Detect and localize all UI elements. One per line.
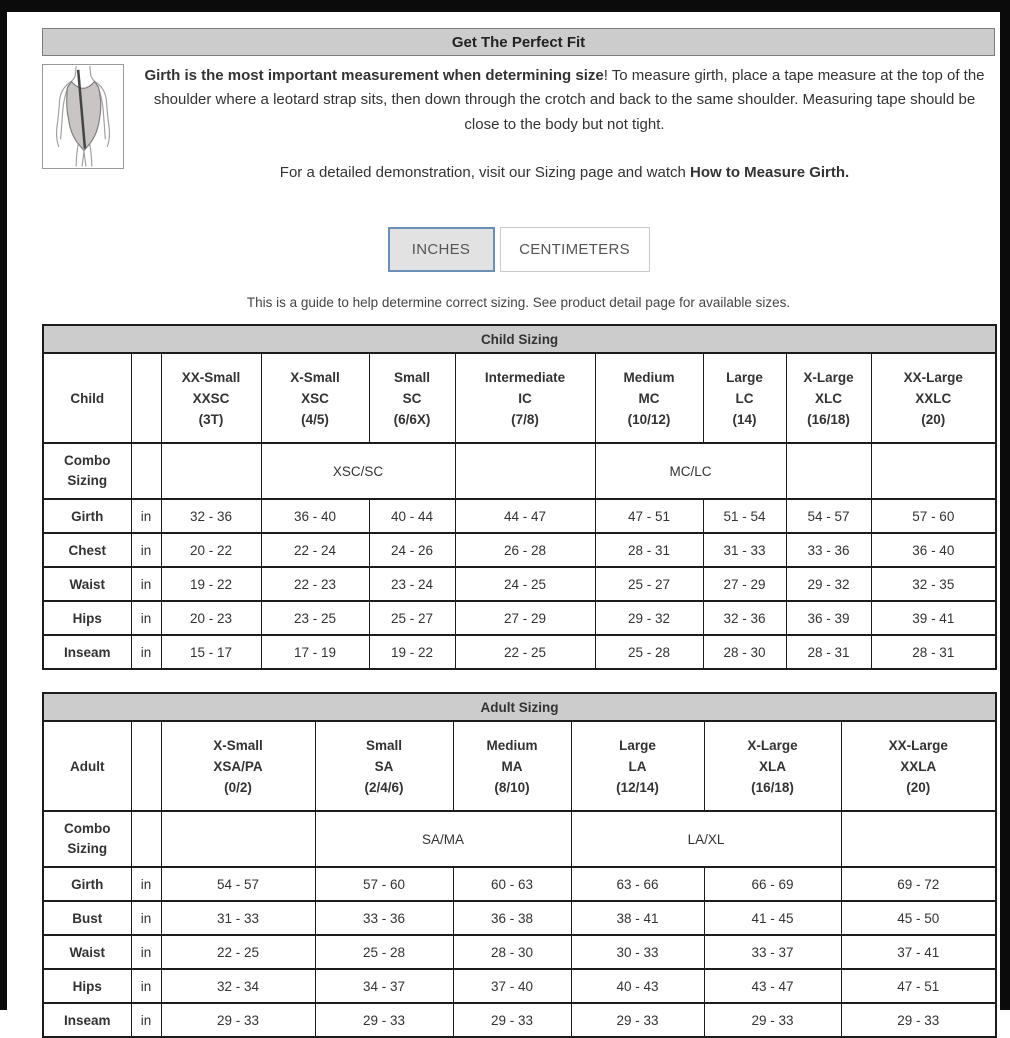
adult-sizing-table	[42, 692, 997, 1038]
size-name: X-Small	[213, 737, 263, 753]
size-code: XXLC	[915, 390, 952, 406]
inches-button[interactable]: INCHES	[388, 227, 495, 272]
child-size-header	[161, 353, 261, 443]
value-cell: 26 - 28	[455, 533, 595, 567]
girth-instructions-bold: Girth is the most important measurement when determining size	[144, 67, 604, 84]
value-cell: 15 - 17	[161, 635, 261, 669]
value-cell: 32 - 34	[161, 969, 315, 1003]
girth-measurement-diagram	[42, 64, 124, 169]
size-code: SA	[374, 758, 394, 774]
child-combo-cell	[871, 443, 996, 499]
girth-intro-section	[42, 64, 995, 185]
size-code: XLC	[815, 390, 842, 406]
adult-combo-cell	[841, 811, 996, 867]
child-size-header	[871, 353, 996, 443]
adult-size-header	[841, 721, 996, 811]
unit-cell: in	[131, 935, 161, 969]
value-cell: 40 - 43	[571, 969, 704, 1003]
value-cell: 25 - 27	[369, 601, 455, 635]
child-row-label: Waist	[43, 567, 131, 601]
size-range: (3T)	[198, 411, 224, 427]
value-cell: 54 - 57	[161, 867, 315, 901]
value-cell: 29 - 33	[704, 1003, 841, 1037]
size-range: (2/4/6)	[364, 779, 404, 795]
size-name: Intermediate	[484, 369, 566, 385]
screenshot-left-border	[0, 0, 7, 1010]
adult-combo-unit-cell	[131, 811, 161, 867]
size-range: (12/14)	[616, 779, 659, 795]
size-name: XX-Large	[903, 369, 963, 385]
value-cell: 41 - 45	[704, 901, 841, 935]
value-cell: 29 - 33	[161, 1003, 315, 1037]
value-cell: 57 - 60	[315, 867, 453, 901]
value-cell: 31 - 33	[161, 901, 315, 935]
adult-size-header	[453, 721, 571, 811]
size-range: (16/18)	[751, 779, 794, 795]
value-cell: 30 - 33	[571, 935, 704, 969]
value-cell: 29 - 33	[841, 1003, 996, 1037]
value-cell: 37 - 40	[453, 969, 571, 1003]
value-cell: 23 - 24	[369, 567, 455, 601]
adult-combo-cell: LA/XL	[571, 811, 841, 867]
adult-size-header	[571, 721, 704, 811]
value-cell: 69 - 72	[841, 867, 996, 901]
value-cell: 17 - 19	[261, 635, 369, 669]
adult-size-header	[161, 721, 315, 811]
size-range: (20)	[921, 411, 946, 427]
value-cell: 66 - 69	[704, 867, 841, 901]
value-cell: 25 - 28	[595, 635, 703, 669]
value-cell: 54 - 57	[786, 499, 871, 533]
value-cell: 28 - 30	[453, 935, 571, 969]
sizing-tables	[42, 324, 995, 1038]
size-name: Large	[726, 369, 763, 385]
adult-combo-cell: SA/MA	[315, 811, 571, 867]
size-code: MC	[638, 390, 660, 406]
value-cell: 20 - 22	[161, 533, 261, 567]
size-range: (8/10)	[494, 779, 530, 795]
size-range: (0/2)	[224, 779, 252, 795]
value-cell: 45 - 50	[841, 901, 996, 935]
child-combo-cell	[786, 443, 871, 499]
size-name: X-Large	[803, 369, 854, 385]
screenshot-top-border	[0, 0, 1010, 12]
value-cell: 24 - 26	[369, 533, 455, 567]
guide-note: This is a guide to help determine correct sizing. See product detail page for available sizes.	[246, 295, 791, 311]
value-cell: 22 - 25	[455, 635, 595, 669]
child-combo-cell	[455, 443, 595, 499]
adult-table-title: Adult Sizing	[43, 693, 996, 721]
value-cell: 51 - 54	[703, 499, 786, 533]
value-cell: 22 - 24	[261, 533, 369, 567]
size-name: Large	[619, 737, 656, 753]
size-name: XX-Large	[888, 737, 948, 753]
adult-size-header	[704, 721, 841, 811]
adult-row-label: Girth	[43, 867, 131, 901]
size-name: Medium	[623, 369, 675, 385]
value-cell: 29 - 33	[315, 1003, 453, 1037]
child-size-header	[261, 353, 369, 443]
girth-instructions	[136, 64, 993, 137]
child-size-header	[703, 353, 786, 443]
child-sizing-table	[42, 324, 997, 670]
size-range: (7/8)	[511, 411, 539, 427]
adult-size-header	[315, 721, 453, 811]
value-cell: 28 - 31	[786, 635, 871, 669]
child-sizing-table-container	[42, 324, 995, 670]
value-cell: 63 - 66	[571, 867, 704, 901]
value-cell: 29 - 33	[453, 1003, 571, 1037]
value-cell: 28 - 30	[703, 635, 786, 669]
unit-cell: in	[131, 901, 161, 935]
value-cell: 47 - 51	[595, 499, 703, 533]
adult-row-label: Inseam	[43, 1003, 131, 1037]
size-range: (14)	[732, 411, 757, 427]
size-range: (4/5)	[301, 411, 329, 427]
girth-instructions-rest: ! To measure girth, place a tape measure at the top of the shoulder where a leotard strap sits, then down through the crotch and back to the same shoulder. Measuring tape should be close to the body but not tight.	[153, 67, 985, 133]
value-cell: 57 - 60	[871, 499, 996, 533]
size-code: XSC	[301, 390, 329, 406]
child-row-label: Inseam	[43, 635, 131, 669]
value-cell: 31 - 33	[703, 533, 786, 567]
child-unit-header-cell	[131, 353, 161, 443]
child-row-label: Hips	[43, 601, 131, 635]
value-cell: 44 - 47	[455, 499, 595, 533]
size-code: SC	[402, 390, 422, 406]
child-row-label: Girth	[43, 499, 131, 533]
leotard-figure-icon	[44, 66, 122, 167]
value-cell: 20 - 23	[161, 601, 261, 635]
size-code: XSA/PA	[213, 758, 263, 774]
unit-cell: in	[131, 601, 161, 635]
unit-cell: in	[131, 867, 161, 901]
unit-cell: in	[131, 1003, 161, 1037]
value-cell: 19 - 22	[161, 567, 261, 601]
value-cell: 29 - 32	[595, 601, 703, 635]
value-cell: 34 - 37	[315, 969, 453, 1003]
page-title: Get The Perfect Fit	[451, 33, 586, 51]
child-size-header	[786, 353, 871, 443]
unit-cell: in	[131, 533, 161, 567]
adult-row-label: Hips	[43, 969, 131, 1003]
child-row-label: Chest	[43, 533, 131, 567]
value-cell: 32 - 35	[871, 567, 996, 601]
child-corner-label: Child	[43, 353, 131, 443]
adult-sizing-table-container	[42, 692, 995, 1038]
sizing-guide-page	[42, 28, 995, 1038]
value-cell: 32 - 36	[703, 601, 786, 635]
value-cell: 22 - 25	[161, 935, 315, 969]
value-cell: 33 - 36	[786, 533, 871, 567]
adult-combo-cell	[161, 811, 315, 867]
unit-cell: in	[131, 499, 161, 533]
value-cell: 36 - 40	[871, 533, 996, 567]
value-cell: 38 - 41	[571, 901, 704, 935]
value-cell: 33 - 37	[704, 935, 841, 969]
value-cell: 22 - 23	[261, 567, 369, 601]
size-name: XX-Small	[181, 369, 241, 385]
value-cell: 47 - 51	[841, 969, 996, 1003]
value-cell: 43 - 47	[704, 969, 841, 1003]
adult-corner-label: Adult	[43, 721, 131, 811]
value-cell: 40 - 44	[369, 499, 455, 533]
size-range: (16/18)	[807, 411, 850, 427]
size-name: Medium	[486, 737, 538, 753]
size-code: XLA	[759, 758, 786, 774]
value-cell: 28 - 31	[871, 635, 996, 669]
child-combo-label: Combo Sizing	[43, 443, 131, 499]
size-code: LC	[735, 390, 754, 406]
value-cell: 36 - 39	[786, 601, 871, 635]
child-size-header	[595, 353, 703, 443]
size-code: LA	[628, 758, 647, 774]
value-cell: 25 - 27	[595, 567, 703, 601]
value-cell: 24 - 25	[455, 567, 595, 601]
value-cell: 28 - 31	[595, 533, 703, 567]
unit-toggle	[42, 227, 995, 272]
unit-cell: in	[131, 635, 161, 669]
demo-line	[136, 161, 993, 185]
value-cell: 29 - 32	[786, 567, 871, 601]
centimeters-button[interactable]: CENTIMETERS	[500, 227, 650, 272]
value-cell: 39 - 41	[871, 601, 996, 635]
demo-line-prefix: For a detailed demonstration, visit our Sizing page and watch	[279, 163, 691, 181]
child-combo-unit-cell	[131, 443, 161, 499]
adult-combo-label: Combo Sizing	[43, 811, 131, 867]
demo-line-bold: How to Measure Girth.	[690, 163, 850, 181]
adult-row-label: Waist	[43, 935, 131, 969]
value-cell: 33 - 36	[315, 901, 453, 935]
child-combo-cell	[161, 443, 261, 499]
adult-unit-header-cell	[131, 721, 161, 811]
unit-cell: in	[131, 969, 161, 1003]
girth-intro-text-block	[124, 64, 995, 185]
value-cell: 23 - 25	[261, 601, 369, 635]
size-code: IC	[518, 390, 532, 406]
value-cell: 19 - 22	[369, 635, 455, 669]
value-cell: 25 - 28	[315, 935, 453, 969]
unit-cell: in	[131, 567, 161, 601]
size-code: XXSC	[192, 390, 230, 406]
child-combo-cell: MC/LC	[595, 443, 786, 499]
value-cell: 36 - 40	[261, 499, 369, 533]
child-combo-cell: XSC/SC	[261, 443, 455, 499]
child-table-title: Child Sizing	[43, 325, 996, 353]
value-cell: 36 - 38	[453, 901, 571, 935]
size-range: (10/12)	[627, 411, 671, 427]
value-cell: 37 - 41	[841, 935, 996, 969]
value-cell: 60 - 63	[453, 867, 571, 901]
value-cell: 27 - 29	[703, 567, 786, 601]
child-size-header	[455, 353, 595, 443]
size-code: XXLA	[900, 758, 937, 774]
value-cell: 27 - 29	[455, 601, 595, 635]
size-name: X-Large	[747, 737, 798, 753]
child-size-header	[369, 353, 455, 443]
size-code: MA	[501, 758, 523, 774]
size-name: Small	[393, 369, 431, 385]
value-cell: 29 - 33	[571, 1003, 704, 1037]
size-range: (6/6X)	[393, 411, 431, 427]
size-name: Small	[365, 737, 403, 753]
screenshot-right-border	[1000, 0, 1010, 1010]
adult-row-label: Bust	[43, 901, 131, 935]
size-range: (20)	[906, 779, 931, 795]
value-cell: 32 - 36	[161, 499, 261, 533]
size-name: X-Small	[290, 369, 340, 385]
page-title-bar	[42, 28, 995, 56]
